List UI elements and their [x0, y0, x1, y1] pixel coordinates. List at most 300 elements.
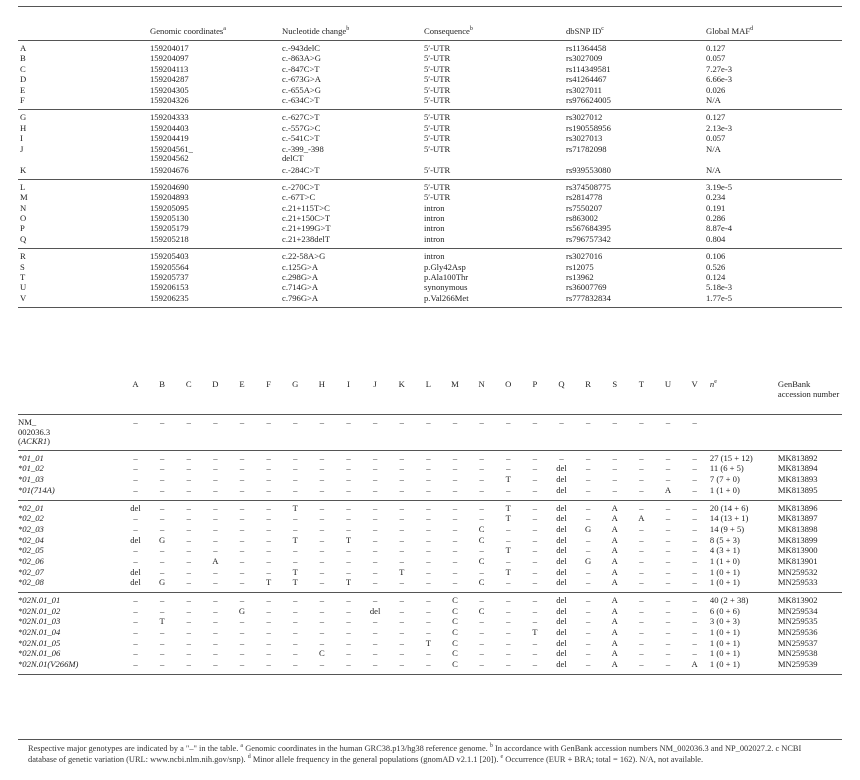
- genotype-cell: –: [506, 534, 511, 545]
- genotype-cell: –: [346, 627, 351, 638]
- occurrence-count: 4 (3 + 1): [709, 545, 740, 556]
- genotype-cell: –: [293, 463, 298, 474]
- genotype-cell: –: [388, 578, 415, 592]
- genotype-cell: –: [426, 463, 431, 474]
- genotype-cell: –: [346, 605, 351, 616]
- genotype-cell: –: [506, 523, 511, 534]
- genotype-cell: –: [346, 616, 351, 627]
- genotype-cell: –: [399, 627, 404, 638]
- genotype-cell: –: [665, 605, 671, 616]
- genotype-cell: –: [692, 637, 697, 648]
- genomic-coordinate: 159205737: [150, 272, 189, 283]
- genotype-cell: –: [575, 578, 602, 592]
- global-maf: 1.77e-5: [704, 294, 842, 308]
- genotype-cell: –: [319, 463, 324, 474]
- genotype-cell: –: [372, 513, 378, 524]
- nucleotide-change: c.-943delC: [282, 43, 320, 53]
- genomic-coordinate: 159206235: [148, 294, 280, 308]
- genotype-cell: –: [319, 616, 324, 627]
- genotype-cell: A: [611, 595, 618, 606]
- genotype-cell: –: [479, 648, 484, 659]
- genomic-coordinate: 159204403: [150, 122, 189, 133]
- genotype-cell: –: [266, 648, 271, 659]
- genotype-cell: –: [692, 648, 697, 659]
- genotype-cell: –: [442, 415, 469, 451]
- haplotype-label: NM_ 002036.3 (ACKR1): [18, 415, 122, 451]
- genotype-cell: –: [388, 415, 415, 451]
- genotype-cell: G: [149, 578, 176, 592]
- genotype-cell: –: [266, 545, 271, 556]
- dbsnp-id: rs3027016: [566, 251, 603, 262]
- genotype-cell: –: [692, 627, 697, 638]
- genotype-cell: –: [239, 463, 245, 474]
- haplotype-label: *02N.01_01: [18, 595, 61, 606]
- haplotype-label: *02_07: [18, 566, 44, 577]
- variant-id: D: [20, 74, 27, 85]
- genotype-cell: del: [556, 545, 567, 556]
- genotype-cell: –: [372, 627, 378, 638]
- genotype-cell: T: [505, 545, 511, 556]
- variant-column-header: G: [282, 374, 309, 415]
- genotype-cell: –: [346, 523, 351, 534]
- variant-column-header: L: [415, 374, 442, 415]
- global-maf: 0.804: [704, 235, 842, 249]
- consequence: 5′-UTR: [424, 43, 451, 53]
- global-maf: 6.66e-3: [706, 74, 733, 85]
- consequence: intron: [424, 213, 445, 224]
- genotype-cell: –: [213, 627, 218, 638]
- genotype-cell: –: [585, 463, 591, 474]
- global-maf: 0.127: [706, 112, 726, 123]
- header-genomic: Genomic coordinates$^a$: [148, 8, 280, 41]
- occurrence-count: 3 (0 + 3): [709, 616, 740, 627]
- haplotype-label: *01_02: [18, 463, 44, 474]
- variant-column-header: N: [468, 374, 495, 415]
- genotype-cell: –: [133, 648, 138, 659]
- genotype-cell: –: [133, 474, 138, 485]
- genotype-cell: –: [452, 555, 458, 566]
- genotype-cell: –: [239, 502, 245, 513]
- genotype-cell: –: [266, 616, 271, 627]
- genotype-cell: –: [239, 637, 245, 648]
- genotype-cell: –: [426, 452, 431, 463]
- genotype-cell: –: [229, 415, 256, 451]
- genotype-cell: –: [665, 648, 671, 659]
- header-blank: [18, 8, 148, 41]
- genotype-cell: –: [175, 415, 202, 451]
- genotype-cell: –: [585, 452, 591, 463]
- genotype-cell: –: [399, 523, 404, 534]
- occurrence-header-label: n: [709, 379, 715, 389]
- genotype-cell: –: [665, 523, 671, 534]
- genbank-accession: MN259539: [776, 660, 842, 674]
- genotype-cell: –: [293, 523, 298, 534]
- global-maf: 0.057: [706, 133, 726, 144]
- haplotype-row: [18, 415, 842, 451]
- genotype-cell: –: [426, 545, 431, 556]
- genotype-cell: –: [665, 534, 671, 545]
- genotype-cell: G: [584, 555, 592, 566]
- genotype-cell: –: [399, 605, 404, 616]
- genotype-cell: T: [505, 566, 511, 577]
- genotype-cell: –: [628, 660, 655, 674]
- genotype-cell: –: [159, 566, 165, 577]
- genbank-accession: MK813898: [777, 523, 818, 534]
- genotype-cell: T: [505, 474, 511, 485]
- genotype-cell: –: [692, 555, 697, 566]
- genotype-cell: –: [665, 555, 671, 566]
- genomic-coordinate: 159204017: [150, 43, 189, 53]
- genotype-cell: –: [133, 545, 138, 556]
- genotype-cell: T: [399, 566, 405, 577]
- genotype-cell: –: [532, 545, 537, 556]
- genotype-cell: del: [556, 534, 567, 545]
- genotype-cell: –: [495, 660, 522, 674]
- genotype-cell: –: [585, 502, 591, 513]
- genotype-cell: –: [601, 415, 628, 451]
- genotype-cell: –: [692, 595, 697, 606]
- dbsnp-id: rs190558956: [566, 122, 611, 133]
- genotype-cell: –: [585, 545, 591, 556]
- genotype-cell: –: [452, 534, 458, 545]
- genotype-cell: –: [149, 415, 176, 451]
- genotype-cell: T: [335, 578, 362, 592]
- genotype-cell: –: [293, 513, 298, 524]
- haplotype-label: *02N.01_05: [18, 637, 61, 648]
- genotype-cell: T: [505, 513, 511, 524]
- genbank-accession: MN259535: [777, 616, 818, 627]
- global-maf: N/A: [706, 143, 721, 154]
- genotype-cell: –: [213, 595, 218, 606]
- genotype-cell: –: [426, 627, 431, 638]
- genotype-cell: T: [505, 502, 511, 513]
- genbank-accession: MK813901: [777, 555, 818, 566]
- genotype-cell: A: [611, 513, 618, 524]
- genotype-cell: –: [692, 474, 697, 485]
- global-maf: 0.127: [706, 43, 726, 53]
- genotype-cell: –: [548, 415, 575, 451]
- genotype-cell: –: [522, 660, 549, 674]
- genomic-coordinate: 159204676: [148, 166, 280, 180]
- genotype-cell: –: [239, 627, 245, 638]
- genotype-cell: –: [681, 415, 708, 451]
- genotype-cell: A: [601, 660, 628, 674]
- genotype-cell: –: [362, 486, 389, 500]
- genotype-cell: –: [639, 605, 644, 616]
- variant-column-header: R: [575, 374, 602, 415]
- genotype-cell: –: [159, 555, 165, 566]
- genotype-cell: –: [213, 523, 218, 534]
- dbsnp-id: rs12075: [566, 261, 594, 272]
- genotype-cell: –: [575, 415, 602, 451]
- variant-column-header: M: [442, 374, 469, 415]
- genotype-cell: –: [452, 545, 458, 556]
- genotype-cell: –: [612, 474, 617, 485]
- genotype-cell: –: [186, 474, 191, 485]
- genotype-cell: –: [585, 474, 591, 485]
- haplotype-label: *02_03: [18, 523, 44, 534]
- genotype-cell: –: [506, 595, 511, 606]
- haplotype-label: *02N.01_03: [18, 616, 61, 627]
- genotype-cell: –: [399, 513, 404, 524]
- global-maf: 0.191: [706, 202, 726, 213]
- occurrence-count: 1 (0 + 1): [709, 648, 740, 659]
- variant-row: [18, 41, 842, 55]
- global-maf: 0.286: [706, 213, 726, 224]
- genotype-cell: –: [388, 486, 415, 500]
- genotype-cell: –: [372, 534, 378, 545]
- occurrence-count: 11 (6 + 5): [709, 463, 744, 474]
- consequence: intron: [424, 223, 445, 234]
- genotype-cell: –: [426, 595, 431, 606]
- genotype-cell: –: [266, 605, 271, 616]
- occurrence-count: 14 (9 + 5): [709, 523, 745, 534]
- genotype-cell: T: [255, 578, 282, 592]
- global-maf: 0.234: [706, 192, 726, 203]
- genotype-cell: –: [122, 660, 149, 674]
- genotype-cell: T: [292, 566, 298, 577]
- genotype-cell: A: [655, 486, 682, 500]
- genotype-cell: –: [479, 616, 484, 627]
- genotype-cell: –: [612, 452, 617, 463]
- occurrence-count: 1 (1 + 0): [708, 486, 776, 500]
- genotype-cell: –: [532, 616, 537, 627]
- genotype-cell: del: [548, 660, 575, 674]
- genomic-coordinate: 159205095: [150, 202, 189, 213]
- genotype-cell: –: [213, 534, 218, 545]
- consequence: 5′-UTR: [424, 133, 451, 144]
- nucleotide-change: c.-655A>G: [282, 84, 321, 95]
- genotype-cell: –: [532, 648, 537, 659]
- genotype-cell: –: [202, 415, 229, 451]
- global-maf: N/A: [704, 166, 842, 180]
- genotype-cell: –: [585, 616, 591, 627]
- genotype-cell: –: [532, 474, 537, 485]
- genotype-cell: –: [346, 637, 351, 648]
- genotype-cell: –: [149, 660, 176, 674]
- variant-row: [18, 294, 842, 308]
- occurrence-count: 1 (1 + 0): [709, 555, 740, 566]
- genotype-cell: –: [319, 545, 324, 556]
- variant-id: R: [20, 251, 26, 262]
- genotype-cell: –: [665, 545, 671, 556]
- haplotype-row: [18, 593, 842, 607]
- genotype-cell: –: [532, 523, 537, 534]
- genotype-cell: –: [319, 502, 324, 513]
- haplotype-label: *02_06: [18, 555, 44, 566]
- genotype-cell: –: [639, 616, 644, 627]
- genbank-accession: MK813895: [776, 486, 842, 500]
- genotype-cell: –: [239, 595, 245, 606]
- variant-column-header: O: [495, 374, 522, 415]
- consequence: 5′-UTR: [424, 74, 451, 85]
- consequence: 5′-UTR: [424, 192, 451, 203]
- genotype-cell: C: [442, 660, 469, 674]
- genotype-cell: A: [611, 502, 618, 513]
- genotype-cell: –: [665, 502, 671, 513]
- variant-column-header: I: [335, 374, 362, 415]
- genbank-accession: MK813893: [777, 474, 818, 485]
- genotype-cell: –: [506, 605, 511, 616]
- genotype-cell: –: [468, 660, 495, 674]
- genotype-cell: –: [213, 648, 218, 659]
- variant-row: [18, 166, 842, 180]
- genotype-cell: del: [556, 502, 567, 513]
- genotype-cell: –: [282, 660, 309, 674]
- genotype-cell: –: [202, 660, 229, 674]
- dbsnp-id: rs374508775: [566, 181, 611, 192]
- nucleotide-change: c.-67T>C: [282, 192, 316, 203]
- variant-id: M: [20, 192, 28, 203]
- genotype-cell: A: [681, 660, 708, 674]
- genotype-cell: del: [556, 523, 567, 534]
- genomic-coordinate: 159205403: [150, 251, 189, 262]
- genotype-cell: –: [319, 523, 324, 534]
- haplotype-row: [18, 450, 842, 464]
- variant-row: [18, 145, 842, 166]
- genotype-cell: –: [213, 637, 218, 648]
- haplotype-label: *02N.01_02: [18, 605, 61, 616]
- haplotype-label: *02_08: [18, 578, 122, 592]
- global-maf: 0.026: [706, 84, 726, 95]
- genotype-cell: –: [655, 660, 682, 674]
- genotype-cell: –: [372, 452, 378, 463]
- genotype-cell: –: [692, 513, 697, 524]
- genotype-cell: –: [335, 660, 362, 674]
- global-maf: 0.124: [706, 272, 726, 283]
- genotype-cell: –: [229, 578, 256, 592]
- variant-column-header: U: [655, 374, 682, 415]
- genotype-cell: C: [452, 627, 458, 638]
- genotype-cell: –: [319, 605, 324, 616]
- consequence: 5′-UTR: [424, 181, 451, 192]
- genotype-cell: –: [479, 513, 484, 524]
- genotype-cell: –: [399, 463, 404, 474]
- genotype-cell: del: [130, 502, 141, 513]
- genotype-cell: –: [506, 648, 511, 659]
- genomic-coordinate: 159204333: [150, 112, 189, 123]
- genbank-accession: MN259538: [777, 648, 818, 659]
- genotype-cell: –: [532, 502, 537, 513]
- global-maf: 8.87e-4: [706, 223, 733, 234]
- genotype-cell: C: [478, 555, 485, 566]
- global-maf: 3.19e-5: [706, 181, 733, 192]
- variant-row: [18, 134, 842, 144]
- genotype-cell: –: [229, 660, 256, 674]
- genotype-cell: –: [186, 566, 191, 577]
- genotype-cell: –: [266, 463, 271, 474]
- genotype-cell: –: [186, 616, 191, 627]
- genotype-cell: –: [506, 555, 511, 566]
- genotype-cell: –: [692, 545, 697, 556]
- genotype-cell: –: [346, 474, 351, 485]
- genotype-cell: –: [665, 513, 671, 524]
- genotype-cell: T: [292, 534, 298, 545]
- genotype-cell: A: [611, 627, 618, 638]
- genotype-cell: del: [556, 474, 567, 485]
- genotype-cell: –: [442, 578, 469, 592]
- genotype-cell: –: [186, 595, 191, 606]
- haplotype-table: [18, 374, 842, 675]
- genotype-cell: –: [133, 463, 138, 474]
- genotype-cell: C: [468, 578, 495, 592]
- genotype-cell: –: [293, 545, 298, 556]
- genotype-cell: C: [478, 534, 485, 545]
- genotype-cell: –: [372, 545, 378, 556]
- genotype-cell: del: [548, 578, 575, 592]
- consequence: intron: [424, 251, 445, 262]
- genotype-cell: –: [319, 637, 324, 648]
- genbank-accession: MK813900: [777, 545, 818, 556]
- consequence: p.Gly42Asp: [424, 261, 466, 272]
- genotype-cell: –: [309, 415, 336, 451]
- variant-row: [18, 179, 842, 193]
- consequence: 5′-UTR: [424, 122, 451, 133]
- variant-column-header: J: [362, 374, 389, 415]
- genotype-cell: –: [452, 463, 458, 474]
- genotype-cell: –: [319, 566, 324, 577]
- variant-row: [18, 96, 842, 110]
- haplotype-label: *02_05: [18, 545, 44, 556]
- genotype-cell: –: [585, 595, 591, 606]
- genomic-coordinate: 159204893: [150, 192, 189, 203]
- genotype-cell: –: [639, 627, 644, 638]
- haplotype-label: *02N.01(V266M): [18, 660, 122, 674]
- nucleotide-change: c.-541C>T: [282, 133, 320, 144]
- genotype-cell: –: [293, 627, 298, 638]
- variant-column-header: S: [601, 374, 628, 415]
- genomic-coordinate: 159205218: [148, 235, 280, 249]
- genotype-cell: –: [372, 523, 378, 534]
- genbank-accession: MN259536: [777, 627, 818, 638]
- genotype-cell: –: [239, 648, 245, 659]
- genotype-cell: –: [532, 534, 537, 545]
- nucleotide-change: c.-399_-398 delCT: [282, 143, 324, 164]
- genotype-cell: –: [186, 513, 191, 524]
- haplotype-label: *02N.01_06: [18, 648, 61, 659]
- genbank-accession: [776, 415, 842, 451]
- genotype-cell: –: [585, 637, 591, 648]
- genotype-cell: –: [639, 595, 644, 606]
- genotype-cell: del: [556, 637, 567, 648]
- haplotype-label: *02_01: [18, 502, 44, 513]
- genotype-cell: –: [506, 637, 511, 648]
- genotype-cell: –: [532, 605, 537, 616]
- haplotype-label: *02_04: [18, 534, 44, 545]
- genotype-cell: –: [346, 566, 351, 577]
- genotype-cell: –: [639, 545, 644, 556]
- genbank-accession: MN259534: [777, 605, 818, 616]
- variant-column-header: F: [255, 374, 282, 415]
- variant-column-header: P: [522, 374, 549, 415]
- genotype-cell: A: [611, 534, 618, 545]
- genotype-cell: –: [415, 578, 442, 592]
- genotype-cell: –: [159, 474, 165, 485]
- genotype-cell: –: [266, 555, 271, 566]
- genotype-cell: del: [556, 463, 567, 474]
- genotype-cell: –: [293, 616, 298, 627]
- variant-id: P: [20, 223, 25, 234]
- genotype-cell: A: [212, 555, 219, 566]
- genotype-cell: –: [309, 578, 336, 592]
- occurrence-count: 8 (5 + 3): [709, 534, 740, 545]
- genotype-cell: del: [130, 534, 141, 545]
- variant-column-header: C: [175, 374, 202, 415]
- genotype-cell: –: [665, 474, 671, 485]
- variant-id: U: [20, 282, 27, 293]
- genotype-cell: –: [282, 415, 309, 451]
- genotype-cell: –: [149, 486, 176, 500]
